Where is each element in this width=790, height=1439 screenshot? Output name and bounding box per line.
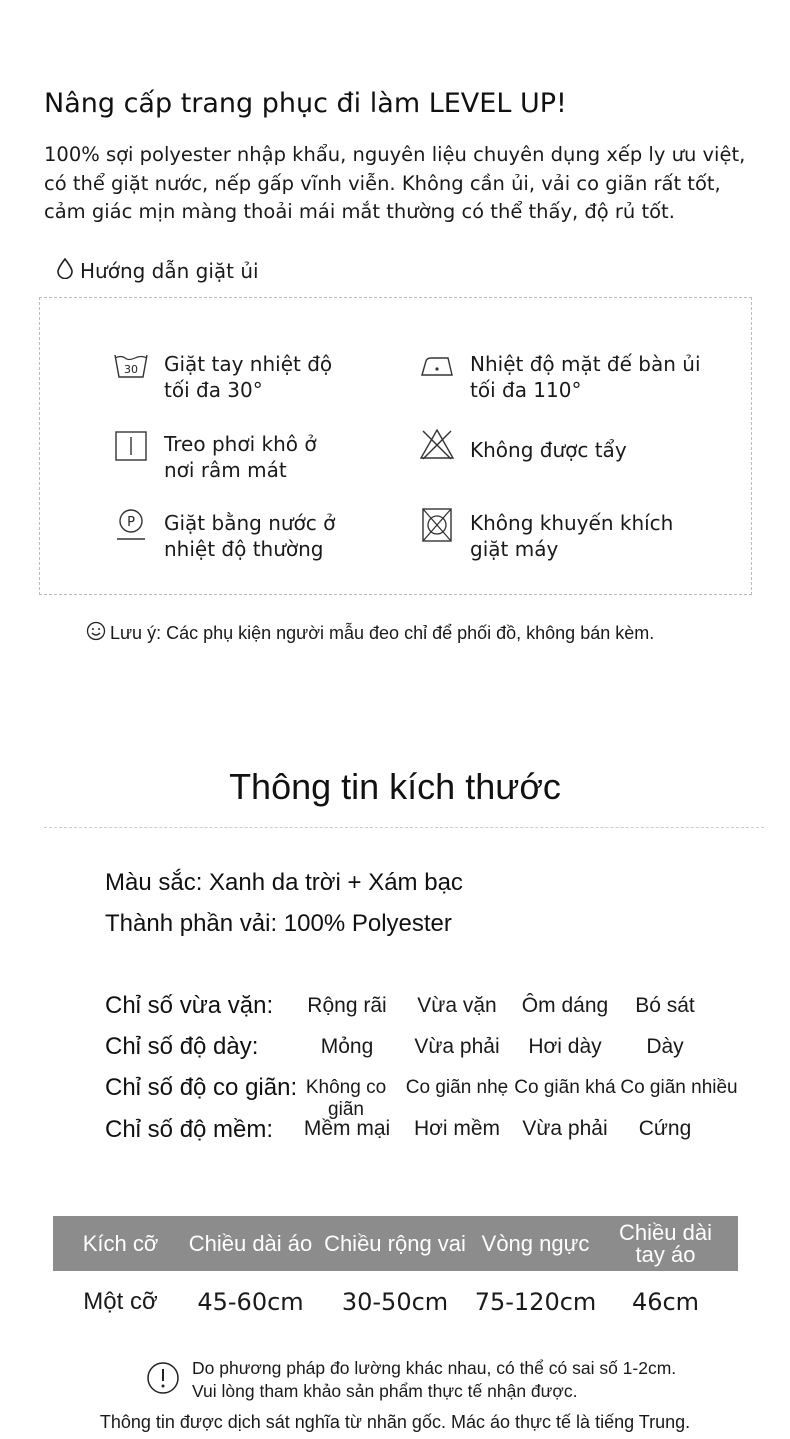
- table-cell: 46cm: [631, 1288, 700, 1316]
- care-item: [418, 510, 673, 562]
- care-title-text: Hướng dẫn giặt ủi: [80, 258, 259, 283]
- care-item-line: Không khuyến khích: [470, 511, 674, 535]
- professional-wet-clean-icon: [112, 506, 150, 544]
- care-item-line: Nhiệt độ mặt đế bàn ủi: [470, 352, 701, 376]
- intro-paragraph: [44, 141, 764, 227]
- svg-text:30: 30: [124, 363, 138, 376]
- fabric-line: Thành phần vải: 100% Polyester: [105, 910, 452, 937]
- index-option: Vừa phải: [522, 1117, 608, 1140]
- color-line: Màu sắc: Xanh da trời + Xám bạc: [105, 869, 463, 896]
- table-header-cell: Chiều rộng vai: [324, 1230, 466, 1256]
- index-option: Dày: [646, 1035, 684, 1058]
- care-item-line: nhiệt độ thường: [164, 537, 324, 561]
- care-item: [418, 351, 701, 403]
- index-option: Co giãn khá: [514, 1077, 616, 1098]
- care-item: [112, 431, 317, 483]
- care-item: [418, 437, 627, 463]
- size-info-title: Thông tin kích thước: [229, 766, 561, 807]
- table-header-cell: Chiều dài áo: [188, 1230, 313, 1256]
- do-not-tumble-dry-icon: [418, 506, 456, 544]
- index-option: Vừa vặn: [417, 994, 497, 1017]
- page-heading: Nâng cấp trang phục đi làm LEVEL UP!: [44, 88, 567, 119]
- disclaimer-line: Do phương pháp đo lường khác nhau, có thể có sai số 1-2cm.: [192, 1358, 677, 1378]
- table-header-cell: Chiều dài tay áo: [619, 1219, 712, 1267]
- care-item: [112, 351, 332, 403]
- divider: [44, 827, 764, 828]
- smiley-icon: [86, 621, 106, 646]
- intro-line: 100% sợi polyester nhập khẩu, nguyên liệu chuyên dụng xếp ly ưu việt,: [44, 143, 746, 166]
- table-cell: 75-120cm: [474, 1288, 597, 1316]
- index-option: Mềm mại: [303, 1117, 391, 1140]
- size-table-header: [53, 1216, 738, 1271]
- translation-footer: Thông tin được dịch sát nghĩa từ nhãn gốc. Mác áo thực tế là tiếng Trung.: [99, 1412, 691, 1432]
- index-option: Co giãn nhiều: [620, 1077, 738, 1098]
- index-option: Bó sát: [635, 994, 695, 1017]
- care-item-line: Giặt tay nhiệt độ: [164, 352, 333, 376]
- hand-wash-30-icon: [112, 347, 150, 385]
- iron-low-heat-icon: [418, 347, 456, 385]
- table-cell: 30-50cm: [341, 1288, 449, 1316]
- index-option: Hơi dày: [528, 1035, 602, 1058]
- softness-index-label: Chỉ số độ mềm:: [105, 1116, 274, 1143]
- table-header-cell: Vòng ngực: [481, 1230, 590, 1256]
- index-option: Không co giãn: [305, 1077, 387, 1120]
- exclamation-icon: [146, 1361, 180, 1400]
- line-dry-shade-icon: [112, 427, 150, 465]
- care-item-line: Không được tẩy: [470, 438, 627, 462]
- index-option: Hơi mềm: [413, 1117, 501, 1140]
- index-option: Co giãn nhẹ: [405, 1077, 509, 1098]
- care-item-line: giặt máy: [470, 537, 559, 561]
- care-item-line: nơi râm mát: [164, 458, 287, 482]
- note-text: Lưu ý: Các phụ kiện người mẫu đeo chỉ để phối đồ, không bán kèm.: [110, 623, 655, 643]
- index-option: Cứng: [638, 1117, 692, 1140]
- svg-text:P: P: [127, 515, 135, 530]
- intro-line: cảm giác mịn màng thoải mái mắt thường có thể thấy, độ rủ tốt.: [44, 200, 675, 223]
- index-option: Mỏng: [320, 1035, 374, 1058]
- accessory-note: [86, 621, 654, 646]
- stretch-index-label: Chỉ số độ co giãn:: [105, 1074, 298, 1101]
- intro-line: có thể giặt nước, nếp gấp vĩnh viễn. Không cần ủi, vải co giãn rất tốt,: [44, 171, 721, 195]
- table-cell: 45-60cm: [197, 1288, 304, 1316]
- care-item-line: tối đa 30°: [164, 378, 263, 402]
- care-item: [112, 510, 335, 562]
- water-drop-icon: [56, 257, 74, 284]
- index-option: Ôm dáng: [521, 994, 609, 1017]
- measurement-disclaimer: [146, 1357, 676, 1403]
- table-cell: Một cỡ: [83, 1288, 158, 1315]
- index-option: Rộng rãi: [307, 994, 387, 1017]
- fit-index-label: Chỉ số vừa vặn:: [105, 992, 274, 1019]
- care-item-line: Treo phơi khô ở: [164, 432, 317, 456]
- care-title: [56, 257, 259, 284]
- do-not-bleach-icon: [418, 425, 456, 463]
- care-item-line: tối đa 110°: [470, 378, 582, 402]
- disclaimer-line: Vui lòng tham khảo sản phẩm thực tế nhận được.: [192, 1381, 578, 1401]
- index-option: Vừa phải: [414, 1035, 500, 1058]
- thickness-index-label: Chỉ số độ dày:: [105, 1033, 259, 1060]
- care-item-line: Giặt bằng nước ở: [164, 511, 336, 535]
- table-header-cell: Kích cỡ: [82, 1230, 159, 1256]
